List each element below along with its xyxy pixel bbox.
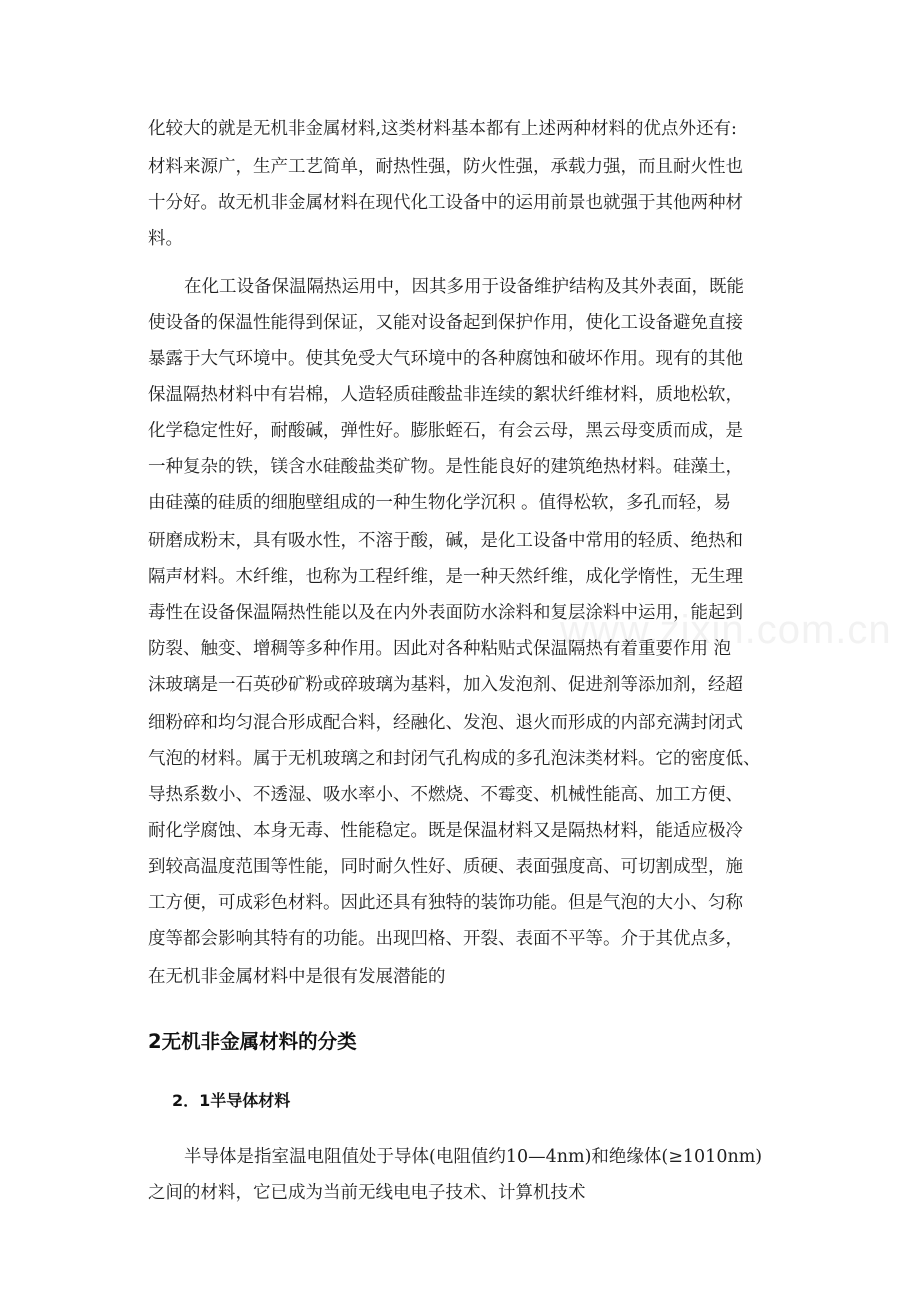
paragraph-2-line-14: 气泡的材料。属于无机玻璃之和封闭气孔构成的多孔泡沫类材料。它的密度低、 xyxy=(148,749,761,769)
paragraph-2-line-19: 度等都会影响其特有的功能。出现凹格、开裂、表面不平等。介于其优点多， xyxy=(148,929,743,949)
paragraph-2-line-13: 细粉碎和均匀混合形成配合料，经融化、发泡、退火而形成的内部充满封闭式 xyxy=(148,713,743,733)
paragraph-2-line-4: 保温隔热材料中有岩棉，人造轻质硅酸盐非连续的絮状纤维材料，质地松软， xyxy=(148,385,743,405)
paragraph-1-line-1: 化较大的就是无机非金属材料,这类材料基本都有上述两种材料的优点外还有: xyxy=(148,119,737,139)
paragraph-2-line-2: 使设备的保温性能得到保证，又能对设备起到保护作用，使化工设备避免直接 xyxy=(148,313,743,333)
paragraph-2-line-8: 研磨成粉末，具有吸水性，不溶于酸，碱，是化工设备中常用的轻质、绝热和 xyxy=(148,531,743,551)
paragraph-2-line-15: 导热系数小、不透湿、吸水率小、不燃烧、不霉变、机械性能高、加工方便、 xyxy=(148,785,743,805)
paragraph-2-line-17: 到较高温度范围等性能，同时耐久性好、质硬、表面强度高、可切割成型，施 xyxy=(148,857,743,877)
paragraph-2-line-20: 在无机非金属材料中是很有发展潜能的 xyxy=(148,967,446,987)
paragraph-3-line-2: 之间的材料，它已成为当前无线电电子技术、计算机技术 xyxy=(148,1183,586,1203)
paragraph-2-line-16: 耐化学腐蚀、本身无毒、性能稳定。既是保温材料又是隔热材料，能适应极冷 xyxy=(148,821,743,841)
paragraph-2-line-10: 毒性在设备保温隔热性能以及在内外表面防水涂料和复层涂料中运用，能起到 xyxy=(148,603,743,623)
paragraph-2-line-11: 防裂、触变、增稠等多种作用。因此对各种粘贴式保温隔热有着重要作用 泡 xyxy=(148,639,732,659)
paragraph-2-line-12: 沫玻璃是一石英砂矿粉或碎玻璃为基料，加入发泡剂、促进剂等添加剂，经超 xyxy=(148,675,743,695)
watermark: www.zixin.com.cn xyxy=(560,608,892,652)
paragraph-1-line-3: 十分好。故无机非金属材料在现代化工设备中的运用前景也就强于其他两种材 xyxy=(148,193,743,213)
paragraph-2-line-6: 一种复杂的铁，镁含水硅酸盐类矿物。是性能良好的建筑绝热材料。硅藻土， xyxy=(148,457,743,477)
paragraph-1-line-2: 材料来源广，生产工艺简单，耐热性强，防火性强，承载力强，而且耐火性也 xyxy=(148,157,743,177)
paragraph-1-line-4: 料。 xyxy=(148,229,183,249)
paragraph-2-line-9: 隔声材料。木纤维，也称为工程纤维，是一种天然纤维，成化学惰性，无生理 xyxy=(148,567,743,587)
paragraph-2-line-5: 化学稳定性好，耐酸碱，弹性好。膨胀蛭石，有会云母，黑云母变质而成，是 xyxy=(148,421,743,441)
subsection-heading: 2．1半导体材料 xyxy=(172,1091,291,1110)
paragraph-3-line-1: 半导体是指室温电阻值处于导体(电阻值约10—4nm)和绝缘体(≥1010nm) xyxy=(184,1147,763,1167)
section-heading: 2无机非金属材料的分类 xyxy=(148,1030,357,1053)
paragraph-2-line-7: 由硅藻的硅质的细胞壁组成的一种生物化学沉积 。值得松软，多孔而轻，易 xyxy=(148,493,732,513)
paragraph-2-line-18: 工方便，可成彩色材料。因此还具有独特的装饰功能。但是气泡的大小、匀称 xyxy=(148,893,743,913)
paragraph-2-line-3: 暴露于大气环境中。使其免受大气环境中的各种腐蚀和破坏作用。现有的其他 xyxy=(148,349,743,369)
paragraph-2-line-1: 在化工设备保温隔热运用中，因其多用于设备维护结构及其外表面，既能 xyxy=(184,277,744,297)
